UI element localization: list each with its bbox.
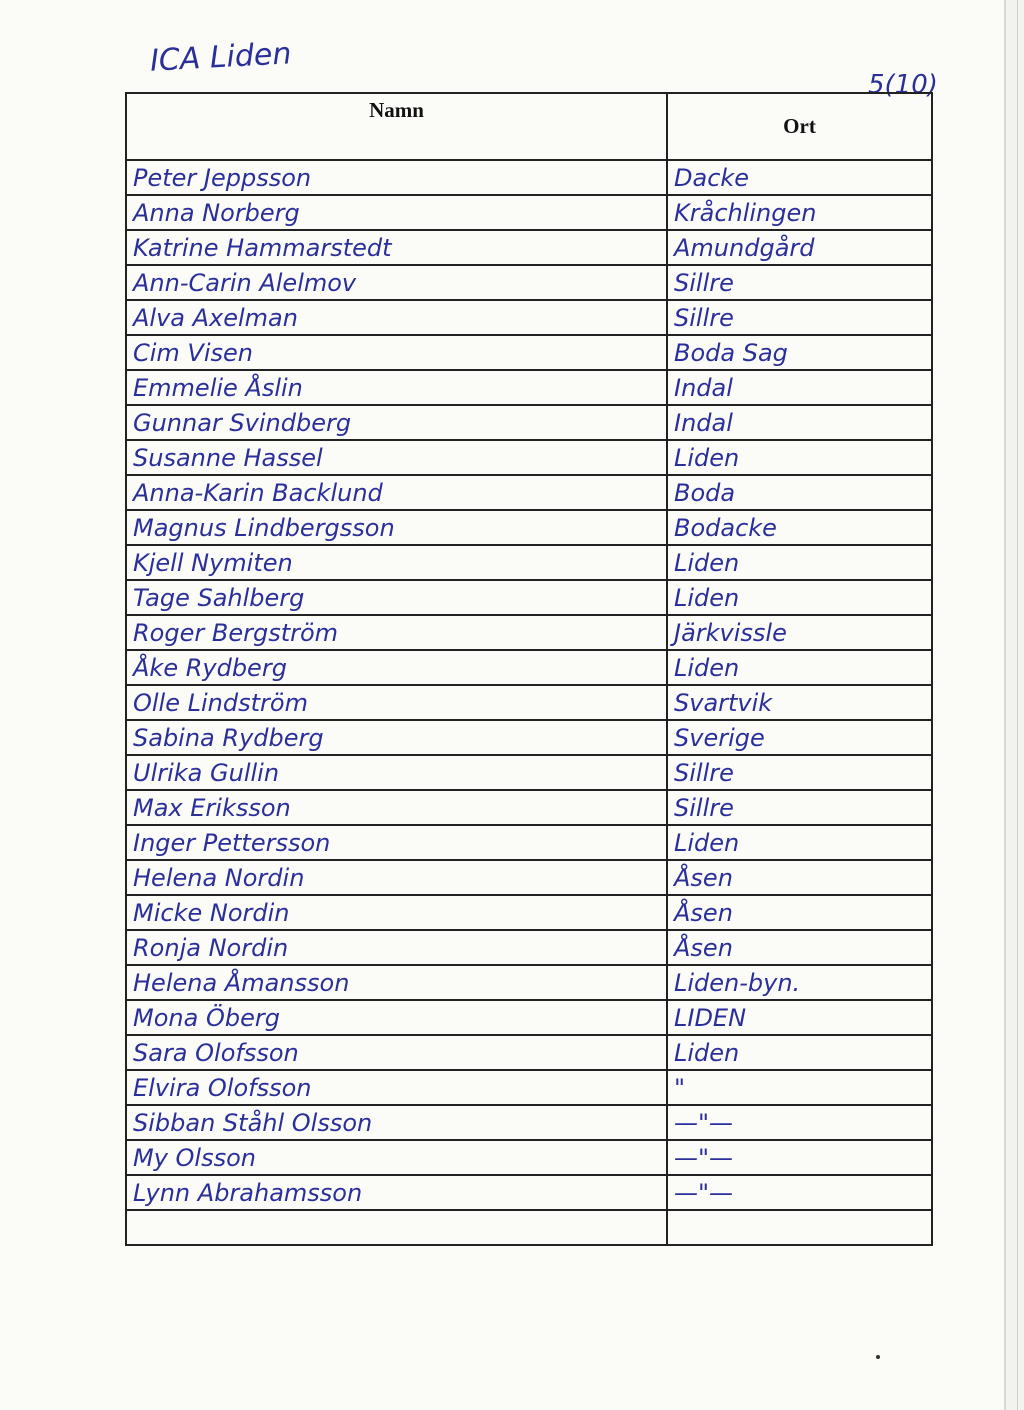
table-row [126,160,932,195]
column-header-namn: Namn [126,93,667,160]
table-row [126,965,932,1000]
signature-name: Cim Visen [126,335,667,370]
table-row [126,650,932,685]
signature-name: Emmelie Åslin [126,370,667,405]
table-row [126,265,932,300]
signature-name: Olle Lindström [126,685,667,720]
table-row [126,1000,932,1035]
signature-name: Ronja Nordin [126,930,667,965]
signature-place: Sillre [667,755,932,790]
signature-name: Helena Nordin [126,860,667,895]
table-row [126,685,932,720]
signature-place: Svartvik [667,685,932,720]
signature-place: —"— [667,1105,932,1140]
table-row [126,230,932,265]
signature-place: Bodacke [667,510,932,545]
signature-name: Sibban Ståhl Olsson [126,1105,667,1140]
column-header-ort: Ort [667,93,932,160]
table-row [126,545,932,580]
signature-place: Liden [667,1035,932,1070]
table-row [126,580,932,615]
table-row [126,510,932,545]
table-row [126,405,932,440]
signature-name: Kjell Nymiten [126,545,667,580]
table-row [126,370,932,405]
signature-place: Liden [667,580,932,615]
signature-name: Katrine Hammarstedt [126,230,667,265]
signature-name: Sabina Rydberg [126,720,667,755]
table-row [126,825,932,860]
table-row [126,440,932,475]
signature-name: Alva Axelman [126,300,667,335]
signature-place: Åsen [667,895,932,930]
signature-name: Gunnar Svindberg [126,405,667,440]
table-row [126,335,932,370]
signature-place: Sillre [667,265,932,300]
signature-place: LIDEN [667,1000,932,1035]
table-row [126,1175,932,1210]
signature-place: Boda [667,475,932,510]
table-row [126,860,932,895]
signature-place: Järkvissle [667,615,932,650]
signature-place: Indal [667,370,932,405]
table-row [126,615,932,650]
signature-place: Liden [667,825,932,860]
table-row [126,930,932,965]
signature-place: —"— [667,1175,932,1210]
table-row [126,300,932,335]
signature-place: Liden [667,440,932,475]
signature-place: —"— [667,1140,932,1175]
signature-place: Liden-byn. [667,965,932,1000]
signature-place: " [667,1070,932,1105]
store-title: ICA Liden [149,36,293,79]
signature-place: Boda Sag [667,335,932,370]
table-row [126,1105,932,1140]
signature-place: Sillre [667,790,932,825]
table-row [126,1070,932,1105]
table-row [126,755,932,790]
signature-name: My Olsson [126,1140,667,1175]
blank-row [126,1210,932,1245]
signature-name: Mona Öberg [126,1000,667,1035]
signature-name: Anna-Karin Backlund [126,475,667,510]
page-edge [1017,0,1018,1410]
table-row [126,720,932,755]
signature-name: Helena Åmansson [126,965,667,1000]
signature-name: Lynn Abrahamsson [126,1175,667,1210]
signature-place: Liden [667,650,932,685]
signature-place: Dacke [667,160,932,195]
signature-place: Amundgård [667,230,932,265]
page-number: 5(10) [868,70,938,100]
table-row [126,1140,932,1175]
signature-place: Sillre [667,300,932,335]
table-row [126,1035,932,1070]
signature-name: Tage Sahlberg [126,580,667,615]
signature-name: Max Eriksson [126,790,667,825]
signature-name: Peter Jeppsson [126,160,667,195]
signature-name: Åke Rydberg [126,650,667,685]
signature-name: Elvira Olofsson [126,1070,667,1105]
signature-name: Ann-Carin Alelmov [126,265,667,300]
signature-name: Susanne Hassel [126,440,667,475]
table-row [126,475,932,510]
signature-name: Anna Norberg [126,195,667,230]
blank-place-cell [667,1210,932,1245]
signature-name: Ulrika Gullin [126,755,667,790]
signature-place: Indal [667,405,932,440]
ink-dot [876,1355,880,1359]
blank-name-cell [126,1210,667,1245]
signature-place: Åsen [667,860,932,895]
signature-place: Åsen [667,930,932,965]
table-row [126,790,932,825]
signature-name: Inger Pettersson [126,825,667,860]
table-row [126,195,932,230]
signature-name: Magnus Lindbergsson [126,510,667,545]
table-body [126,160,932,1245]
signature-name: Micke Nordin [126,895,667,930]
signature-place: Liden [667,545,932,580]
table-row [126,895,932,930]
signature-place: Kråchlingen [667,195,932,230]
signature-table [125,92,933,1246]
signature-place: Sverige [667,720,932,755]
signature-name: Sara Olofsson [126,1035,667,1070]
header-row [126,93,932,160]
signature-name: Roger Bergström [126,615,667,650]
